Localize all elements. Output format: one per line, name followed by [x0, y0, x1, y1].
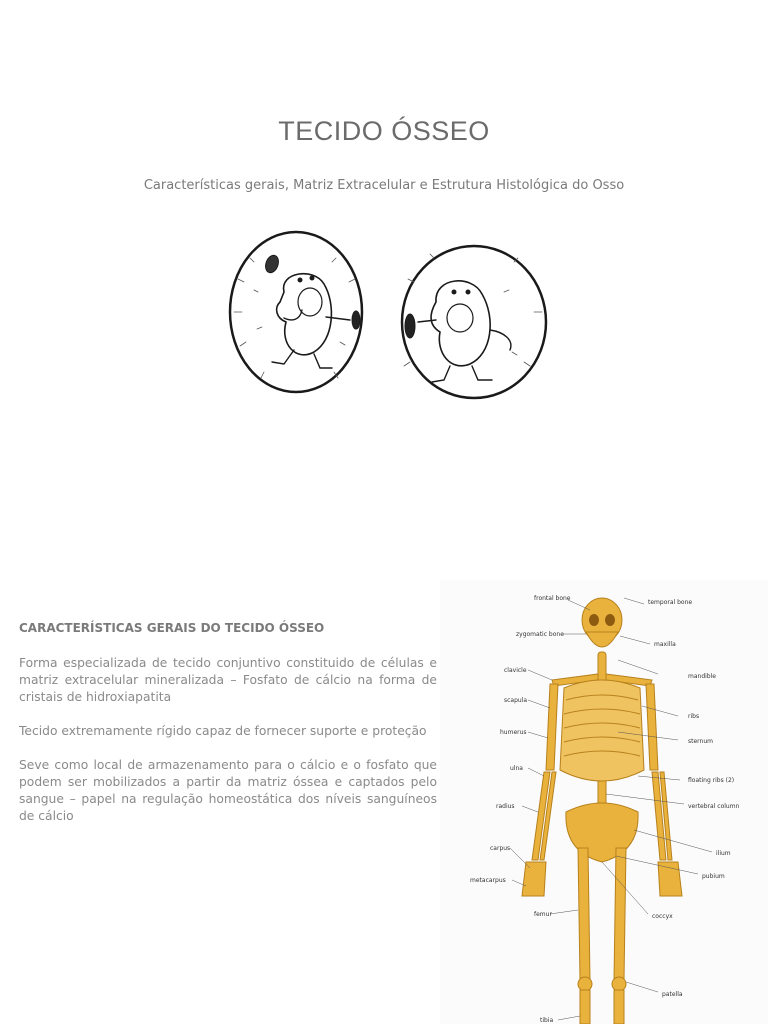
- label-humerus: humerus: [500, 729, 527, 736]
- label-pubium: pubium: [702, 873, 725, 880]
- label-patella: patella: [662, 991, 683, 998]
- skeleton-diagram: [440, 580, 768, 1024]
- paragraph-storage: Seve como local de armazenamento para o cálcio e o fosfato que podem ser mobilizados a partir da matriz óssea e captados pelo sangue – papel na regulação homeostática dos níveis sanguíneos de cálcio: [19, 758, 437, 823]
- text-column: [19, 620, 437, 842]
- label-ribs: ribs: [688, 713, 700, 720]
- label-ulna: ulna: [510, 765, 523, 772]
- label-femur: femur: [534, 911, 552, 918]
- label-tibia: tibia: [540, 1017, 554, 1024]
- slide-title: TECIDO ÓSSEO: [278, 116, 490, 146]
- bone-cells-illustration: [214, 222, 554, 404]
- label-vertebral-column: vertebral column: [688, 803, 740, 810]
- label-carpus: carpus: [490, 845, 511, 852]
- paragraph-support: Tecido extremamente rígido capaz de fornecer suporte e proteção: [19, 724, 427, 738]
- label-maxilla: maxilla: [654, 641, 676, 648]
- paragraph-definition: Forma especializada de tecido conjuntivo constituido de células e matriz extracelular mineralizada – Fosfato de cálcio na forma de cristais de hidroxiapatita: [19, 656, 437, 704]
- label-frontal-bone: frontal bone: [534, 595, 571, 602]
- label-coccyx: coccyx: [652, 913, 673, 920]
- section-heading: CARACTERÍSTICAS GERAIS DO TECIDO ÓSSEO: [19, 621, 325, 635]
- label-floating-ribs: floating ribs (2): [688, 777, 735, 784]
- slide-subtitle: Características gerais, Matriz Extracelular e Estrutura Histológica do Osso: [143, 178, 625, 193]
- label-radius: radius: [496, 803, 515, 810]
- label-metacarpus: metacarpus: [470, 877, 506, 884]
- label-ilium: ilium: [716, 850, 731, 857]
- label-mandible: mandible: [688, 673, 716, 680]
- label-scapula: scapula: [504, 697, 528, 704]
- label-clavicle: clavicle: [504, 667, 527, 674]
- label-temporal-bone: temporal bone: [648, 599, 693, 606]
- content-slide: [0, 560, 768, 1024]
- label-sternum: sternum: [688, 738, 713, 745]
- label-zygomatic-bone: zygomatic bone: [516, 631, 564, 638]
